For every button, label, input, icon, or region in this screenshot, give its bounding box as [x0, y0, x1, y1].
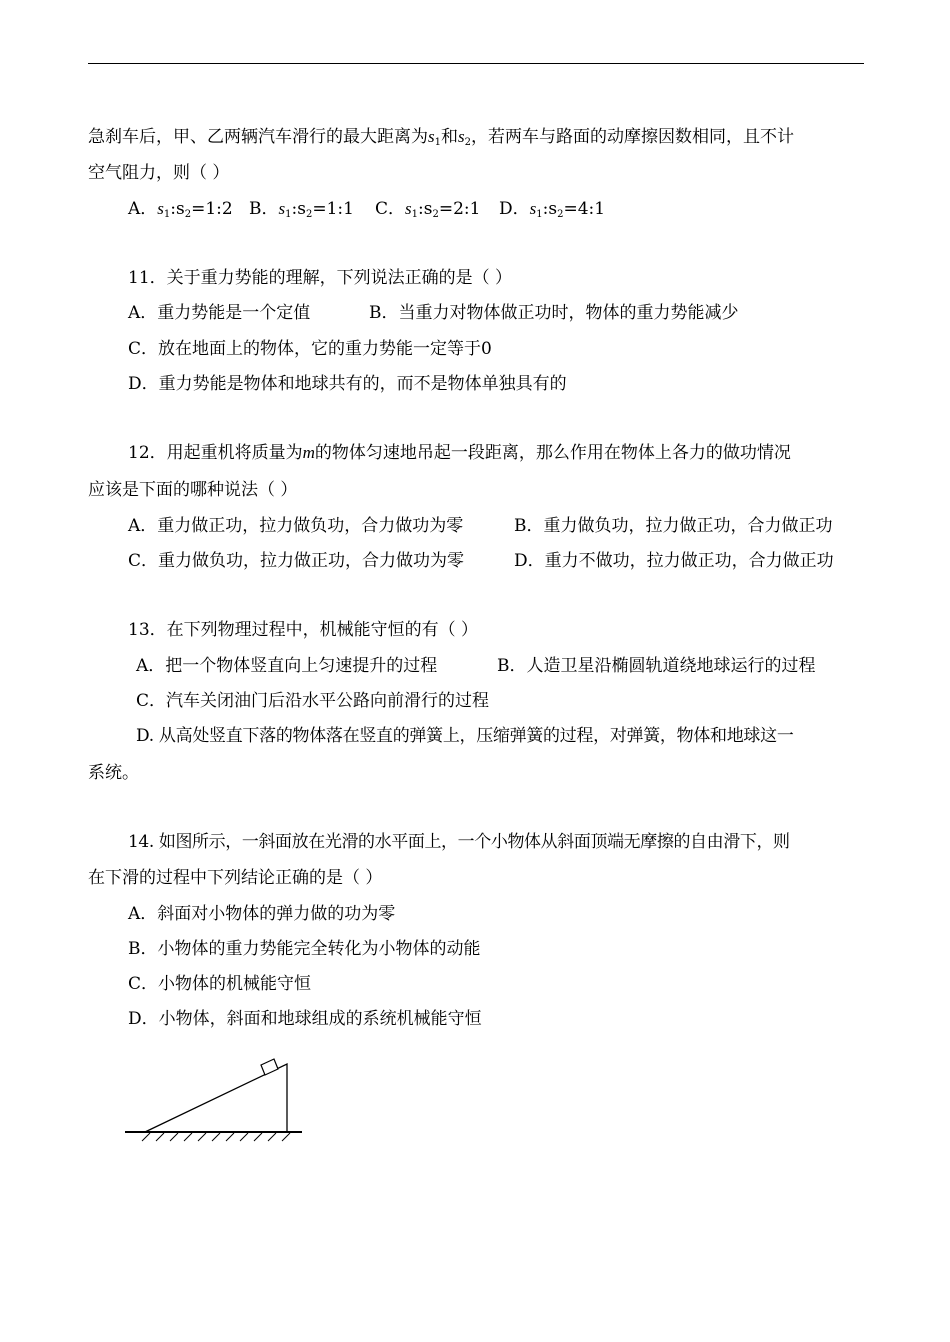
- small-block: [261, 1059, 278, 1075]
- q11-option-c: C．放在地面上的物体，它的重力势能一定等于0: [128, 339, 492, 359]
- q10-stem-line2: 空气阻力，则（ ）: [88, 163, 230, 183]
- q14-option-a: A．斜面对小物体的弹力做的功为零: [128, 904, 396, 924]
- q10-option-d: D．$s_1:s_2=4:1$: [499, 199, 606, 220]
- q13-option-c: C．汽车关闭油门后沿水平公路向前滑行的过程: [136, 691, 490, 711]
- q11-option-b: B．当重力对物体做正功时，物体的重力势能减少: [369, 303, 739, 323]
- q12-option-d: D．重力不做功，拉力做正功，合力做正功: [514, 551, 834, 571]
- var-s1: s: [428, 127, 435, 146]
- q13-option-d-line1: D. 从高处竖直下落的物体落在竖直的弹簧上，压缩弹簧的过程，对弹簧，物体和地球这一: [136, 726, 794, 746]
- q10-option-c: C．$s_1:s_2=2:1$: [375, 199, 481, 220]
- incline-figure: [120, 1045, 310, 1145]
- q14-stem-line2: 在下滑的过程中下列结论正确的是（ ）: [88, 868, 383, 888]
- ground-hatching: [142, 1133, 290, 1141]
- q12-option-b: B．重力做负功，拉力做正功，合力做正功: [514, 516, 833, 536]
- q11-option-a: A．重力势能是一个定值: [128, 303, 311, 323]
- q12-option-a: A．重力做正功，拉力做负功，合力做功为零: [128, 516, 464, 536]
- q12-stem-line1: 12．用起重机将质量为m的物体匀速地吊起一段距离，那么作用在物体上各力的做功情况: [128, 443, 791, 463]
- q14-option-c: C．小物体的机械能守恒: [128, 974, 312, 994]
- q10-option-b: B．$s_1:s_2=1:1$: [249, 199, 354, 220]
- q13-option-d-line2: 系统。: [88, 763, 139, 783]
- q14-option-b: B．小物体的重力势能完全转化为小物体的动能: [128, 939, 481, 959]
- q12-option-c: C．重力做负功，拉力做正功，合力做功为零: [128, 551, 465, 571]
- q11-stem: 11．关于重力势能的理解，下列说法正确的是（ ）: [128, 268, 513, 288]
- q14-option-d: D．小物体，斜面和地球组成的系统机械能守恒: [128, 1009, 482, 1029]
- q13-stem: 13．在下列物理过程中，机械能守恒的有（ ）: [128, 620, 479, 640]
- q10-option-a: A．$s_1:s_2=1:2$: [128, 199, 233, 220]
- q11-option-d: D．重力势能是物体和地球共有的，而不是物体单独具有的: [128, 374, 567, 394]
- q10-options: [128, 198, 605, 220]
- var-s2: s: [458, 127, 465, 146]
- q13-option-a: A．把一个物体竖直向上匀速提升的过程: [136, 656, 438, 676]
- header-rule: [88, 63, 864, 64]
- q14-stem-line1: 14. 如图所示，一斜面放在光滑的水平面上，一个小物体从斜面顶端无摩擦的自由滑下，则: [128, 832, 790, 852]
- var-m: m: [302, 443, 315, 462]
- q10-stem-line1: 急刹车后，甲、乙两辆汽车滑行的最大距离为$s_1$和$s_2$，若两车与路面的动摩擦因数相同，且不计: [88, 127, 794, 148]
- q13-option-b: B．人造卫星沿椭圆轨道绕地球运行的过程: [497, 656, 816, 676]
- q12-stem-line2: 应该是下面的哪种说法（ ）: [88, 480, 298, 500]
